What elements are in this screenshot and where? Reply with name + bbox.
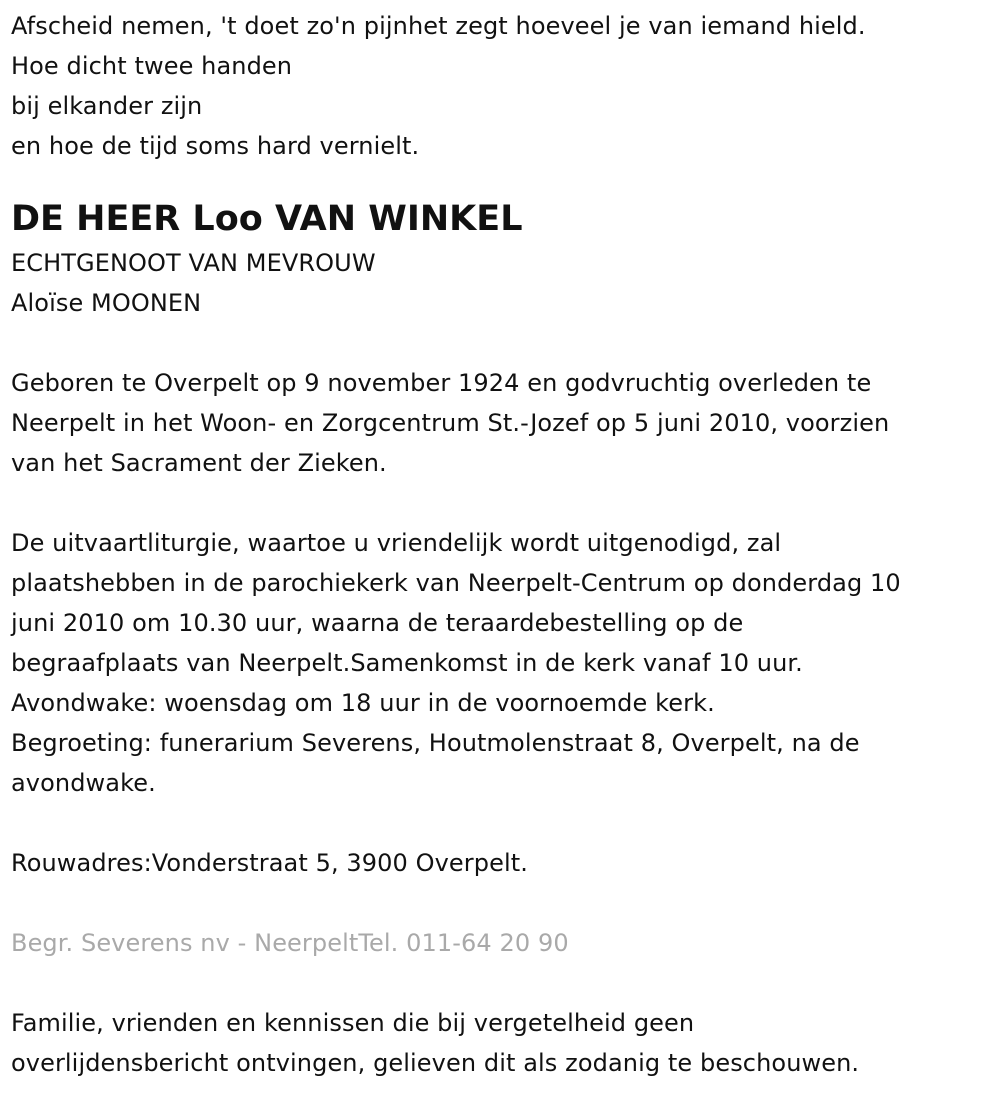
paragraph-line: Neerpelt in het Woon- en Zorgcentrum St.-Jozef op 5 juni 2010, voorzien — [11, 409, 890, 437]
undertaker-contact: Begr. Severens nv - NeerpeltTel. 011-64 20 90 — [11, 929, 569, 957]
spacer — [11, 166, 996, 195]
deceased-block — [11, 195, 996, 323]
spacer — [11, 483, 996, 523]
paragraph-line: Geboren te Overpelt op 9 november 1924 en godvruchtig overleden te — [11, 369, 872, 397]
poem-line: Afscheid nemen, 't doet zo'n pijnhet zegt hoeveel je van iemand hield. — [11, 12, 866, 40]
closing-paragraph — [11, 1003, 996, 1083]
funeral-paragraph — [11, 523, 996, 803]
paragraph-line: begraafplaats van Neerpelt.Samenkomst in de kerk vanaf 10 uur. — [11, 649, 803, 677]
paragraph-line: Begroeting: funerarium Severens, Houtmolenstraat 8, Overpelt, na de — [11, 729, 860, 757]
deceased-relation: ECHTGENOOT VAN MEVROUW — [11, 249, 376, 277]
paragraph-line: plaatshebben in de parochiekerk van Neerpelt-Centrum op donderdag 10 — [11, 569, 901, 597]
paragraph-line: van het Sacrament der Zieken. — [11, 449, 387, 477]
poem-line: bij elkander zijn — [11, 92, 203, 120]
poem-line: en hoe de tijd soms hard vernielt. — [11, 132, 420, 160]
mourning-address: Rouwadres:Vonderstraat 5, 3900 Overpelt. — [11, 849, 528, 877]
spacer — [11, 323, 996, 363]
obituary-notice — [11, 6, 996, 1083]
paragraph-line: overlijdensbericht ontvingen, gelieven dit als zodanig te beschouwen. — [11, 1049, 860, 1077]
spacer — [11, 883, 996, 923]
paragraph-line: juni 2010 om 10.30 uur, waarna de teraardebestelling op de — [11, 609, 744, 637]
spacer — [11, 803, 996, 843]
poem-line: Hoe dicht twee handen — [11, 52, 293, 80]
paragraph-line: De uitvaartliturgie, waartoe u vriendelijk wordt uitgenodigd, zal — [11, 529, 782, 557]
birth-death-paragraph — [11, 363, 996, 483]
poem-block — [11, 6, 996, 166]
spacer — [11, 963, 996, 1003]
spouse-name: Aloïse MOONEN — [11, 289, 202, 317]
paragraph-line: avondwake. — [11, 769, 156, 797]
paragraph-line: Avondwake: woensdag om 18 uur in de voornoemde kerk. — [11, 689, 715, 717]
deceased-name-heading: DE HEER Loo VAN WINKEL — [11, 199, 523, 239]
paragraph-line: Familie, vrienden en kennissen die bij vergetelheid geen — [11, 1009, 695, 1037]
